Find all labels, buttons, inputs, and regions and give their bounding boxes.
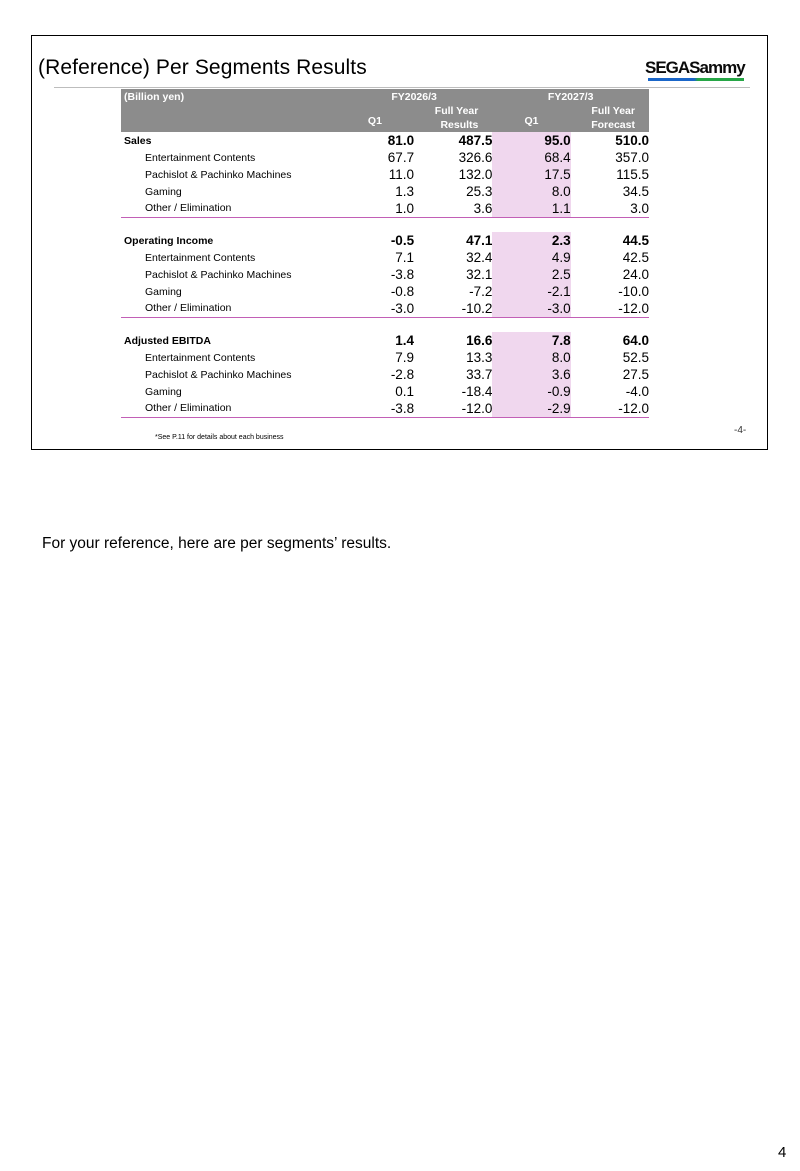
- row-label: Other / Elimination: [121, 400, 336, 417]
- cell-value: 16.6: [466, 333, 493, 348]
- cell-value: 52.5: [622, 350, 649, 365]
- cell-value: 68.4: [492, 149, 570, 166]
- cell-value: 1.1: [492, 200, 570, 217]
- cell-value: 27.5: [622, 367, 649, 382]
- cell-value: 1.3: [395, 184, 415, 199]
- cell-value: 25.3: [466, 184, 493, 199]
- table-row: [121, 383, 649, 400]
- cell-value: 4.9: [492, 249, 570, 266]
- table-row: [121, 166, 649, 183]
- row-label: Gaming: [145, 385, 182, 398]
- cell-value: 33.7: [466, 367, 493, 382]
- cell-value: -12.0: [414, 400, 492, 417]
- table-row-sales: [121, 132, 649, 149]
- cell-value: 8.0: [492, 183, 570, 200]
- table-subheader-row: [121, 104, 649, 132]
- cell-value: 510.0: [615, 133, 649, 148]
- cell-value: -0.9: [492, 383, 570, 400]
- segments-results-table: [121, 89, 649, 418]
- cell-value: 42.5: [622, 250, 649, 265]
- cell-value: 326.6: [458, 150, 493, 165]
- table-row: [121, 200, 649, 217]
- table-row-adjusted-ebitda: [121, 332, 649, 349]
- cell-value: -0.8: [390, 284, 415, 299]
- col-full-year-results: [414, 104, 492, 132]
- table-row-operating-income: [121, 232, 649, 249]
- col-full-year-label: Full Year: [591, 105, 635, 117]
- cell-value: -3.0: [492, 300, 570, 317]
- table-header-row: [121, 89, 649, 104]
- cell-value: -12.0: [571, 300, 649, 317]
- title-divider: [54, 87, 750, 88]
- table-row: [121, 349, 649, 366]
- cell-value: 95.0: [492, 132, 570, 149]
- cell-value: -3.0: [336, 300, 414, 317]
- table-row: [121, 183, 649, 200]
- table-row: [121, 149, 649, 166]
- table-row: [121, 400, 649, 417]
- cell-value: 8.0: [492, 349, 570, 366]
- unit-label: (Billion yen): [121, 89, 336, 104]
- cell-value: -10.0: [618, 284, 649, 299]
- row-label: Adjusted EBITDA: [124, 334, 211, 347]
- segasammy-logo: [645, 58, 747, 84]
- table-row: [121, 366, 649, 383]
- cell-value: -0.5: [390, 233, 415, 248]
- speaker-notes: For your reference, here are per segments’ results.: [42, 535, 392, 552]
- cell-value: -10.2: [414, 300, 492, 317]
- row-label: Pachislot & Pachinko Machines: [145, 168, 292, 181]
- cell-value: 2.3: [492, 232, 570, 249]
- cell-value: -2.9: [492, 400, 570, 417]
- row-label: Entertainment Contents: [145, 251, 256, 264]
- cell-value: 1.0: [336, 200, 414, 217]
- col-full-year-label: Full Year: [434, 105, 479, 117]
- cell-value: 32.1: [466, 267, 493, 282]
- cell-value: 11.0: [388, 167, 415, 182]
- row-label: Gaming: [145, 185, 182, 198]
- slide-page-label: -4-: [734, 425, 747, 436]
- cell-value: 34.5: [622, 184, 649, 199]
- header-blank: [121, 104, 336, 132]
- row-label: Entertainment Contents: [145, 151, 256, 164]
- cell-value: -3.8: [390, 267, 415, 282]
- cell-value: 81.0: [387, 133, 415, 148]
- cell-value: 0.1: [395, 384, 415, 399]
- cell-value: 64.0: [622, 333, 649, 348]
- col-q1-fy2027: Q1: [492, 104, 570, 132]
- col-full-year-forecast: [571, 104, 649, 132]
- cell-value: 7.8: [492, 332, 570, 349]
- cell-value: 3.6: [492, 366, 570, 383]
- slide-title: (Reference) Per Segments Results: [38, 56, 367, 79]
- cell-value: -7.2: [469, 284, 493, 299]
- cell-value: 17.5: [492, 166, 570, 183]
- cell-value: -18.4: [461, 384, 493, 399]
- cell-value: -2.1: [492, 283, 570, 300]
- cell-value: 32.4: [466, 250, 493, 265]
- cell-value: 13.3: [466, 350, 493, 365]
- cell-value: 132.0: [458, 167, 493, 182]
- cell-value: 3.0: [571, 200, 649, 217]
- row-label: Pachislot & Pachinko Machines: [145, 268, 292, 281]
- cell-value: 44.5: [622, 233, 649, 248]
- cell-value: 357.0: [615, 150, 649, 165]
- cell-value: 24.0: [622, 267, 649, 282]
- cell-value: 2.5: [492, 266, 570, 283]
- cell-value: -12.0: [571, 400, 649, 417]
- row-label: Other / Elimination: [121, 200, 336, 217]
- row-label: Gaming: [145, 285, 182, 298]
- row-label: Entertainment Contents: [145, 351, 256, 364]
- cell-value: 47.1: [466, 233, 493, 248]
- col-results-label: Results: [440, 119, 479, 131]
- table-row: [121, 300, 649, 317]
- table-row: [121, 283, 649, 300]
- cell-value: 67.7: [387, 150, 415, 165]
- footnote: *See P.11 for details about each business: [155, 434, 284, 441]
- col-forecast-label: Forecast: [591, 119, 635, 131]
- cell-value: 115.5: [616, 167, 649, 182]
- cell-value: 487.5: [458, 133, 493, 148]
- row-label: Operating Income: [124, 234, 214, 247]
- section-spacer: [121, 317, 649, 332]
- cell-value: 7.1: [395, 250, 415, 265]
- cell-value: 7.9: [395, 350, 415, 365]
- cell-value: 1.4: [395, 333, 415, 348]
- cell-value: -2.8: [390, 367, 415, 382]
- row-label: Sales: [124, 134, 152, 147]
- page-number: 4: [778, 1144, 787, 1161]
- col-q1-fy2026: Q1: [336, 104, 414, 132]
- logo-underline: [648, 78, 744, 81]
- slide-frame: [31, 35, 768, 450]
- cell-value: 3.6: [414, 200, 492, 217]
- table-row: [121, 249, 649, 266]
- table-row: [121, 266, 649, 283]
- row-label: Other / Elimination: [121, 300, 336, 317]
- logo-wordmark: SEGASammy: [645, 58, 745, 77]
- cell-value: -4.0: [625, 384, 649, 399]
- cell-value: -3.8: [336, 400, 414, 417]
- period-header-fy2027: FY2027/3: [492, 89, 649, 104]
- row-label: Pachislot & Pachinko Machines: [145, 368, 292, 381]
- section-spacer: [121, 217, 649, 232]
- period-header-fy2026: FY2026/3: [336, 89, 493, 104]
